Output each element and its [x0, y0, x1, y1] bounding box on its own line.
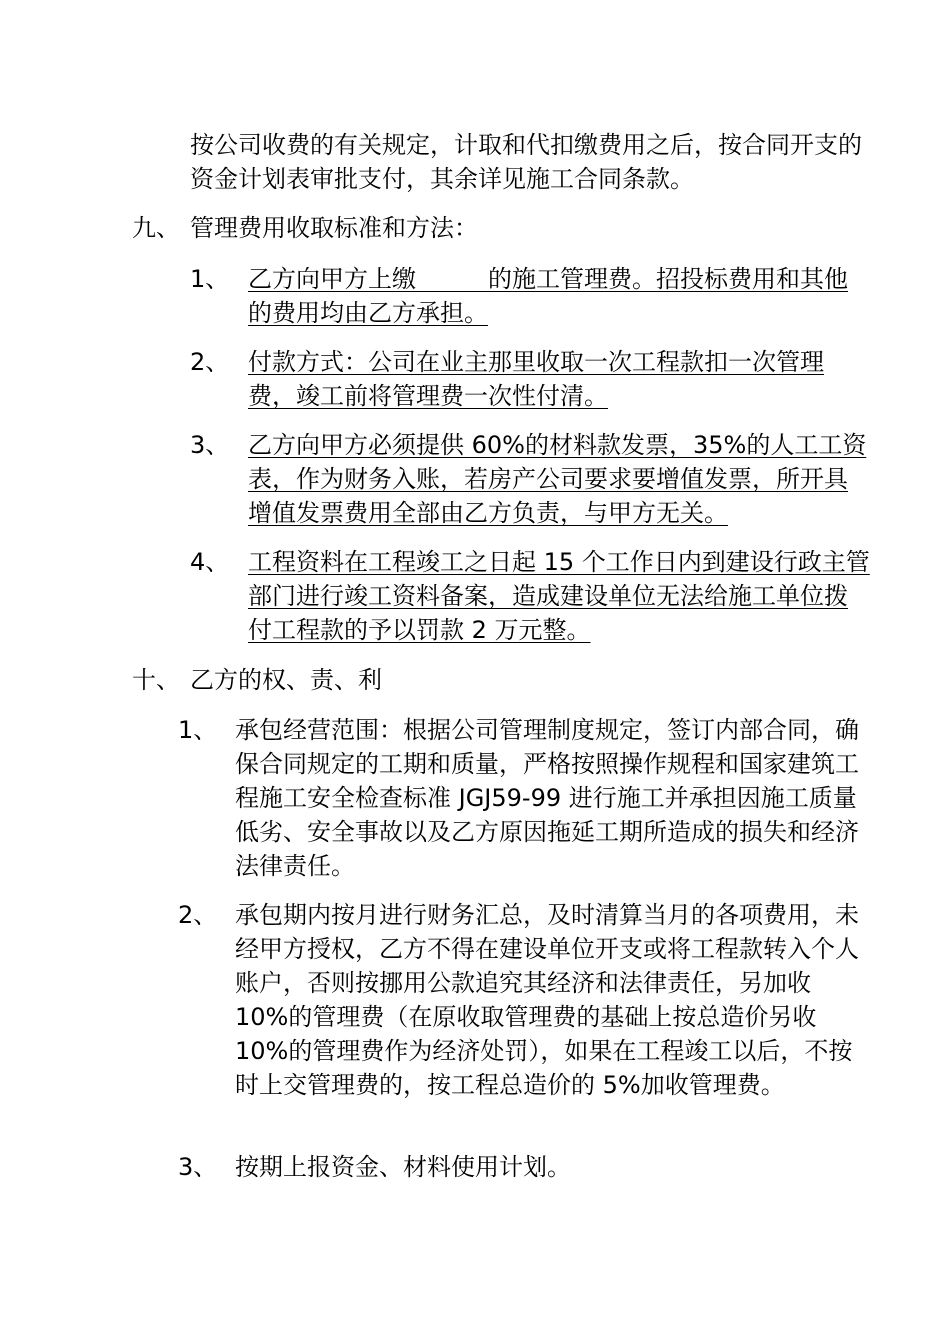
- item-text: 按期上报资金、材料使用计划。: [235, 1153, 571, 1181]
- section-10-heading: [132, 663, 832, 697]
- section-10-item-2: [178, 898, 868, 1102]
- item-number: 3、: [178, 1153, 218, 1181]
- section-9-title: 管理费用收取标准和方法：: [190, 214, 478, 242]
- section-9-item-3: [190, 428, 870, 530]
- section-9-heading: [132, 211, 832, 245]
- item-text: 工程资料在工程竣工之日起 15 个工作日内到建设行政主管部门进行竣工资料备案，造成建设单位无法给施工单位拨付工程款的予以罚款 2 万元整。: [248, 548, 870, 644]
- item-number: 2、: [190, 348, 230, 376]
- section-9-item-2: [190, 345, 870, 413]
- item-number: 3、: [190, 431, 230, 459]
- section-10-title: 乙方的权、责、利: [190, 666, 382, 694]
- item-number: 1、: [178, 716, 218, 744]
- item-text: 乙方向甲方上缴 的施工管理费。招投标费用和其他的费用均由乙方承担。: [248, 265, 848, 327]
- item-number: 1、: [190, 265, 230, 293]
- item-text: 承包经营范围：根据公司管理制度规定，签订内部合同，确保合同规定的工期和质量，严格按照操作规程和国家建筑工程施工安全检查标准 JGJ59-99 进行施工并承担因施工质量低劣、安全事故以及乙方原因拖延工期所造成的损失和经济法律责任。: [235, 716, 859, 880]
- section-9-item-1: [190, 262, 870, 330]
- item-number: 2、: [178, 901, 218, 929]
- section-9-number: 九、: [132, 214, 180, 242]
- item-number: 4、: [190, 548, 230, 576]
- intro-paragraph: 按公司收费的有关规定，计取和代扣缴费用之后，按合同开支的资金计划表审批支付，其余详见施工合同条款。: [190, 131, 862, 193]
- section-9-item-4: [190, 545, 870, 647]
- item-text: 乙方向甲方必须提供 60%的材料款发票，35%的人工工资表，作为财务入账，若房产公司要求要增值发票，所开具增值发票费用全部由乙方负责，与甲方无关。: [248, 431, 867, 527]
- section-10-item-3: [178, 1150, 868, 1184]
- section-10-number: 十、: [132, 666, 180, 694]
- item-text: 承包期内按月进行财务汇总，及时清算当月的各项费用，未经甲方授权，乙方不得在建设单位开支或将工程款转入个人账户，否则按挪用公款追究其经济和法律责任，另加收 10%的管理费（在原收取管理费的基础上按总造价另收 10%的管理费作为经济处罚），如果在工程竣工以后，不按时上交管理费的，按工程总造价的 5%加收管理费。: [235, 901, 859, 1099]
- item-text: 付款方式：公司在业主那里收取一次工程款扣一次管理费，竣工前将管理费一次性付清。: [248, 348, 824, 410]
- section-10-item-1: [178, 713, 868, 883]
